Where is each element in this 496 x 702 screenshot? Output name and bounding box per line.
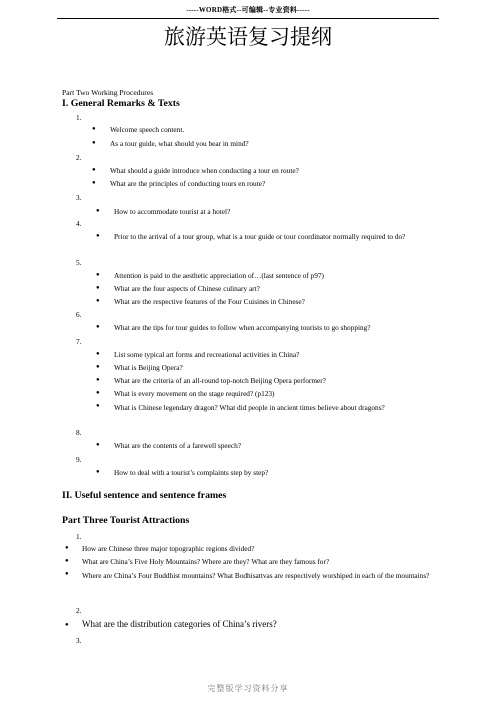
bullet-icon: ●: [96, 298, 100, 304]
section-1-heading: I. General Remarks & Texts: [62, 98, 180, 109]
list-item: What are the four aspects of Chinese culinary art?: [114, 284, 260, 293]
bullet-icon: ●: [96, 285, 100, 291]
list-item: How are Chinese three major topographic regions divided?: [82, 544, 255, 553]
list-item: What are the respective features of the Four Cuisines in Chinese?: [114, 297, 305, 306]
list-item: As a tour guide, what should you bear in mind?: [110, 139, 249, 148]
item-number: 9.: [76, 455, 82, 464]
item-number: 3.: [76, 636, 82, 645]
list-item: What are the principles of conducting tours en route?: [110, 179, 266, 188]
bullet-icon: ●: [96, 324, 100, 330]
bullet-icon: ●: [96, 351, 100, 357]
item-number: 7.: [76, 337, 82, 346]
list-item: What is Chinese legendary dragon? What did people in ancient times believe about dragons?: [114, 403, 385, 412]
page-header: -----WORD格式--可编辑--专业资料-----: [186, 6, 310, 14]
bullet-icon: ●: [96, 364, 100, 370]
bullet-icon: ●: [92, 180, 96, 186]
bullet-icon: ●: [92, 140, 96, 146]
item-number: 8.: [76, 428, 82, 437]
list-item: What are the tips for tour guides to follow when accompanying tourists to go shopping?: [114, 323, 371, 332]
document-title: 旅游英语复习提纲: [164, 25, 332, 49]
list-item: Prior to the arrival of a tour group, what is a tour guide or tour coordinator normally required to do?: [114, 232, 406, 241]
bullet-icon: ●: [96, 272, 100, 278]
header-rule: [57, 18, 439, 19]
list-item: What are China’s Five Holy Mountains? Where are they? What are they famous for?: [82, 557, 330, 566]
bullet-icon: ●: [65, 571, 69, 577]
part-two-heading: Part Two Working Procedures: [62, 88, 154, 97]
list-item: List some typical art forms and recreational activities in China?: [114, 350, 300, 359]
bullet-icon: ●: [96, 233, 100, 239]
item-number: 3.: [76, 193, 82, 202]
item-number: 6.: [76, 310, 82, 319]
bullet-icon: ●: [96, 442, 100, 448]
list-item: Welcome speech content.: [110, 125, 185, 134]
list-item: Attention is paid to the aesthetic appreciation of…(last sentence of p97): [114, 271, 324, 280]
list-item: What are the criteria of an all-round top-notch Beijing Opera performer?: [114, 376, 326, 385]
item-number: 4.: [76, 219, 82, 228]
list-item: What are the contents of a farewell speech?: [114, 441, 242, 450]
bullet-icon: ●: [96, 377, 100, 383]
list-item: Where are China’s Four Buddhist mountains? What Bodhisattvas are respectively worshiped in each of the mountains?: [82, 571, 430, 580]
list-item: What should a guide introduce when conducting a tour en route?: [110, 166, 299, 175]
bullet-icon: ●: [65, 558, 69, 564]
item-number: 5.: [76, 258, 82, 267]
bullet-icon: ●: [96, 208, 100, 214]
section-2-heading: II. Useful sentence and sentence frames: [62, 490, 227, 501]
item-number: 2.: [76, 153, 82, 162]
bullet-icon: ●: [92, 126, 96, 132]
bullet-icon: ●: [65, 545, 69, 551]
item-number: 1.: [76, 532, 82, 541]
list-item: What is Beijing Opera?: [114, 363, 183, 372]
bullet-icon: ●: [92, 167, 96, 173]
bullet-icon: ●: [65, 622, 69, 628]
list-item: What is every movement on the stage required? (p123): [114, 389, 275, 398]
part-three-heading: Part Three Tourist Attractions: [62, 515, 190, 526]
list-item: How to deal with a tourist’s complaints step by step?: [114, 468, 269, 477]
list-item: How to accommodate tourist at a hotel?: [114, 207, 231, 216]
list-item: What are the distribution categories of China’s rivers?: [82, 619, 277, 629]
item-number: 2.: [76, 606, 82, 615]
bullet-icon: ●: [96, 403, 100, 409]
bullet-icon: ●: [96, 469, 100, 475]
bullet-icon: ●: [96, 390, 100, 396]
item-number: 1.: [76, 113, 82, 122]
page-footer: 完整版学习资料分享: [207, 684, 289, 693]
